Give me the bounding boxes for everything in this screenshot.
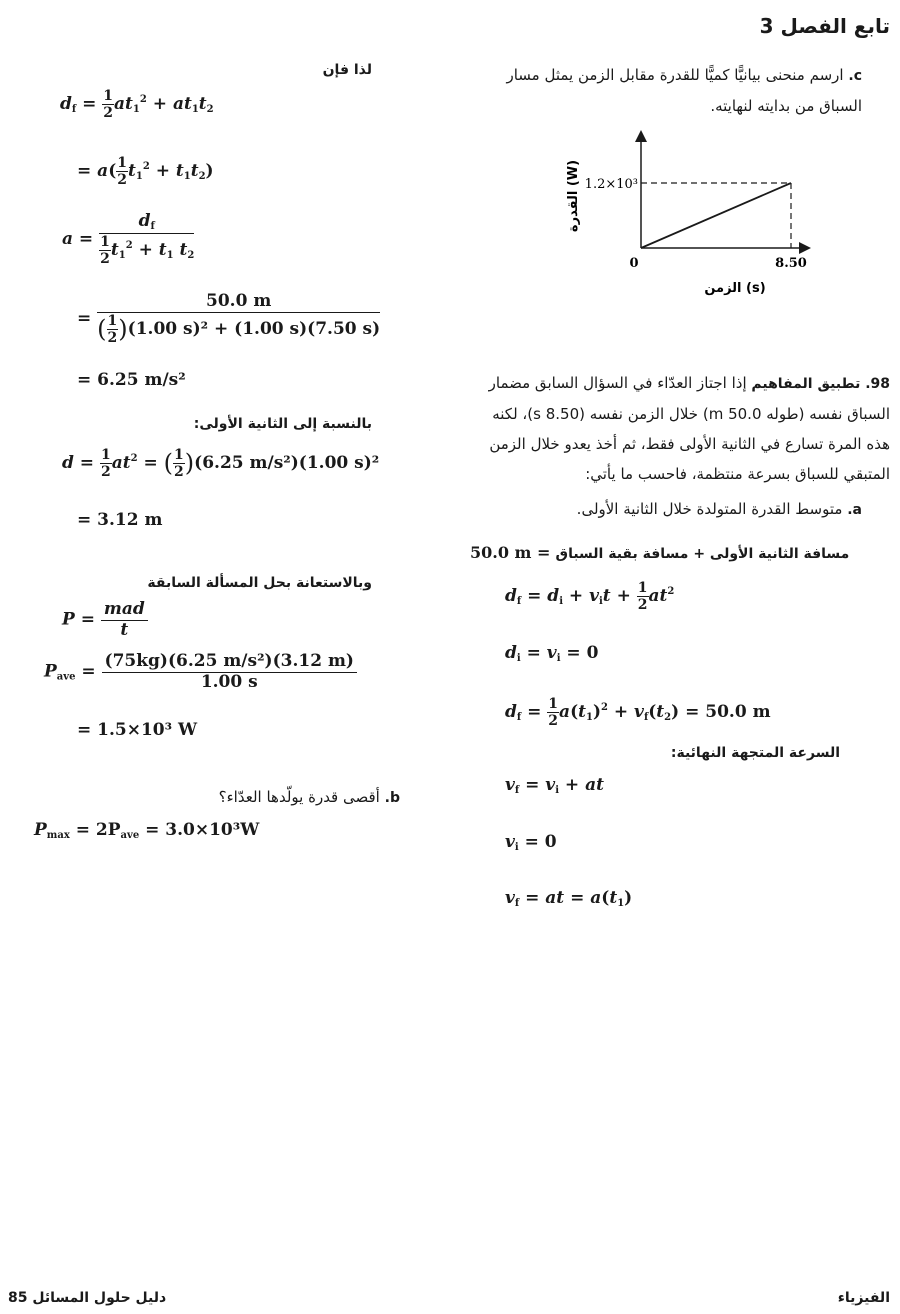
eq-pmax-value: = 2P	[75, 820, 121, 840]
eq-df-expanded: $d_f$ = $\frac{1}{2}$ $at_1^2 + at_1t_2$	[60, 88, 214, 122]
b-text: أقصى قدرة يولّدها العدّاء؟	[218, 788, 380, 806]
eq-a-num-value: 50.0 m	[97, 292, 380, 313]
eq-df-kinematic: $d_f = d_i + v_it$ + $\frac{1}{2}$ $at^2$	[505, 580, 675, 614]
c-text: ارسم منحنى بيانيًّا كميًّا للقدرة مقابل الزمن يمثل مسار السباق من بدايته لنهايته.	[506, 66, 862, 115]
eq-vi-zero: $v_i = 0$	[505, 832, 557, 853]
eq-a-den-values: (1.00 s)² + (1.00 s)(7.50 s)	[127, 318, 381, 339]
previous-problem-label: وبالاستعانة بحل المسألة السابقة	[147, 575, 372, 591]
b-marker: b.	[384, 790, 400, 806]
eq-df-factored: = a( $\frac{1}{2}$ $t_1^2 + t_1t_2$)	[77, 155, 214, 189]
distance-eq-value: 50.0 m =	[470, 543, 551, 562]
eq-a-result: = 6.25 m/s²	[77, 370, 186, 390]
question-98a	[462, 500, 862, 518]
eq-pave-den: 1.00 s	[200, 671, 258, 692]
eq-a-formula: a = $d_f$ $\frac{1}{2}$ $t_1^2 + t_1$ $t_2$	[62, 211, 195, 267]
power-line	[641, 183, 791, 248]
q98-text: إذا اجتاز العدّاء في السؤال السابق مضمار السباق نفسه (طوله 50.0 m) خلال الزمن نفسه (8.50 s)، لكنه هذه المرة تسارع في الثانية الأولى فقط، ثم أخذ يعدو خلال الزمن المتبقي للسباق بسرعة منتظمة، فاحسب ما يأتي:	[488, 374, 890, 483]
eq-r3-value: = 50.0 m	[685, 702, 771, 723]
eq-d-first-second: d = $\frac{1}{2}$ $at^2$ = ( $\frac{1}{2}$ )(6.25 m/s²)(1.00 s)²	[62, 447, 380, 481]
footer-left-text: دليل حلول المسائل	[32, 1290, 167, 1306]
question-b	[219, 788, 400, 806]
x-tick-zero: 0	[629, 256, 639, 271]
footer-page-number: 85	[8, 1290, 28, 1306]
x-axis-label: (s) الزمن	[704, 281, 766, 296]
eq-pmax: $P_{max} = 2P_{ave} = 3.0\times 10^3W$	[34, 820, 260, 841]
eq-df-total: $d_f$ = $\frac{1}{2}$ $a(t_1)^2 + v_f(t_2) = 50.0$ m	[505, 696, 771, 730]
q98-title: تطبيق المفاهيم	[751, 376, 861, 392]
distance-equation	[470, 543, 849, 562]
final-velocity-label: السرعة المتجهة النهائية:	[670, 745, 840, 761]
q98-number: 98.	[865, 376, 890, 392]
first-second-label: بالنسبة إلى الثانية الأولى:	[193, 416, 372, 432]
power-time-graph	[555, 130, 815, 305]
eq-d-result: = 3.12 m	[77, 510, 163, 530]
y-axis-label: (W) القدرة	[566, 159, 581, 233]
eq-di-vi: $d_i = v_i = 0$	[505, 643, 599, 664]
therefore-label: لذا فإن	[322, 62, 372, 78]
question-98	[470, 368, 890, 489]
eq-vf-result: $v_f$ = at = $a(t_1)$	[505, 888, 633, 909]
a-text: متوسط القدرة المتولدة خلال الثانية الأولى.	[576, 500, 843, 518]
chapter-title: تابع الفصل 3	[759, 14, 890, 38]
eq-pave-num: (75kg)(6.25 m/s²)(3.12 m)	[102, 652, 357, 673]
question-c	[462, 60, 862, 121]
a-marker: a.	[847, 502, 862, 518]
footer-left	[8, 1290, 166, 1306]
eq-p-formula: P = $\frac{\text{mad}}{t}$	[62, 600, 148, 640]
x-tick-end: 8.50	[775, 256, 807, 271]
distance-eq-text: مسافة الثانية الأولى + مسافة بقية السباق	[555, 546, 850, 562]
y-tick-label: 1.2×10³	[584, 177, 638, 192]
eq-a-substituted: = 50.0 m ( $\frac{1}{2}$ )(1.00 s)² + (1.00 s)(7.50 s)	[77, 291, 381, 346]
c-marker: c.	[848, 68, 862, 84]
eq-pave: $P_{ave}$ = $\frac{\text{(75kg)(6.25 m/s²)(3.12 m)}}{1.00 s}$	[44, 652, 357, 692]
eq-pave-result: = 1.5×10³ W	[77, 720, 198, 740]
eq-d-values: (6.25 m/s²)(1.00 s)²	[194, 453, 380, 474]
eq-pmax-result: = 3.0×10³W	[145, 820, 260, 840]
footer-right: الفيزياء	[837, 1290, 890, 1306]
eq-vf-kinematic: $v_f = v_i$ + at	[505, 775, 604, 796]
